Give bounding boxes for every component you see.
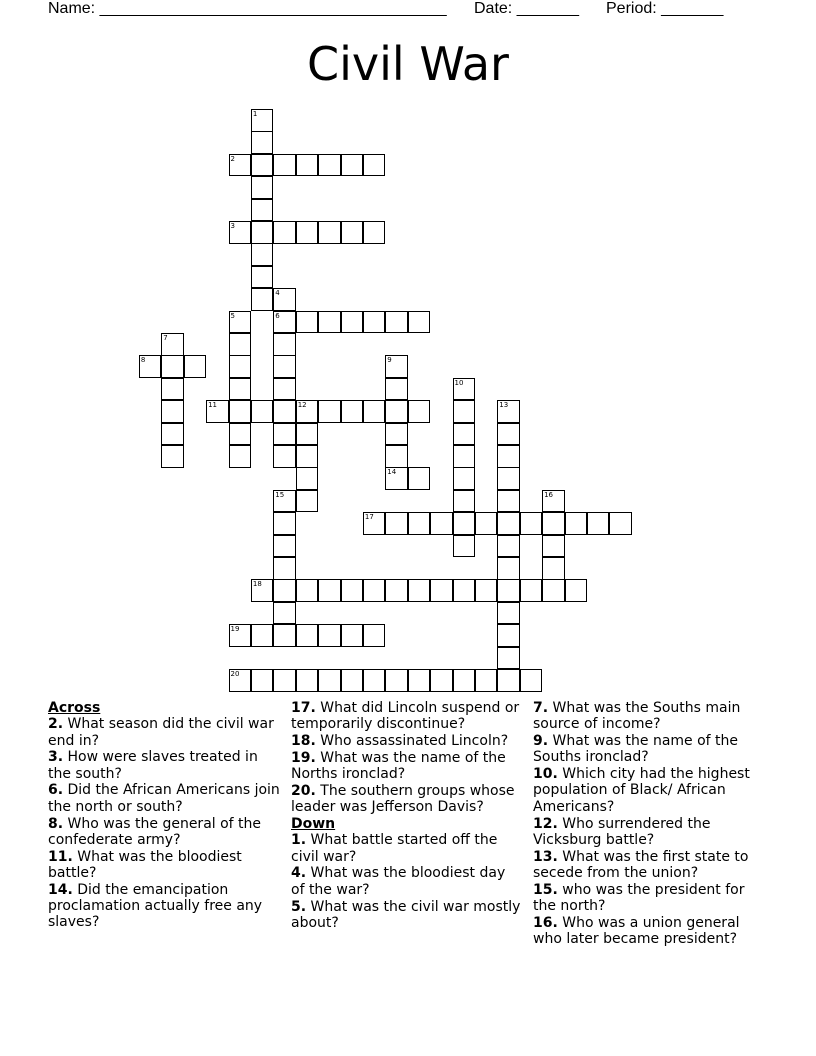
grid-cell[interactable] bbox=[453, 445, 476, 468]
grid-cell[interactable] bbox=[453, 579, 476, 602]
grid-cell[interactable] bbox=[206, 400, 229, 423]
date-field-label[interactable]: Date: _______ bbox=[474, 0, 579, 17]
grid-cell[interactable] bbox=[296, 400, 319, 423]
grid-cell[interactable] bbox=[385, 445, 408, 468]
clue-across-11: 11. What was the bloodiest battle? bbox=[48, 848, 242, 881]
clue-number: 7 bbox=[163, 334, 168, 342]
grid-cell[interactable] bbox=[385, 512, 408, 535]
grid-cell[interactable] bbox=[229, 378, 252, 401]
clue-across-17: 17. What did Lincoln suspend or temporarily discontinue? bbox=[291, 700, 520, 733]
grid-cell[interactable] bbox=[542, 512, 565, 535]
grid-cell[interactable] bbox=[363, 669, 386, 692]
grid-cell[interactable] bbox=[363, 154, 386, 177]
grid-cell[interactable] bbox=[273, 624, 296, 647]
clue-down-15: 15. who was the president for the north? bbox=[533, 881, 745, 915]
grid-cell[interactable] bbox=[251, 199, 274, 222]
grid-cell[interactable] bbox=[408, 579, 431, 602]
grid-cell[interactable] bbox=[587, 512, 610, 535]
grid-cell[interactable] bbox=[497, 512, 520, 535]
clue-column-1 bbox=[48, 700, 280, 931]
clue-number: 5 bbox=[230, 311, 235, 320]
clue-down-13: 13. What was the first state to secede from the union? bbox=[533, 848, 749, 881]
grid-cell[interactable] bbox=[273, 557, 296, 580]
grid-cell[interactable] bbox=[229, 221, 252, 244]
clue-number: 12 bbox=[297, 401, 307, 410]
grid-cell[interactable] bbox=[497, 467, 520, 490]
grid-cell[interactable] bbox=[229, 624, 252, 647]
grid-cell[interactable] bbox=[363, 221, 386, 244]
grid-cell[interactable] bbox=[273, 490, 296, 513]
period-field-label[interactable]: Period: _______ bbox=[606, 0, 724, 17]
clue-down-12: 12. Who surrendered the Vicksburg battle? bbox=[533, 815, 711, 848]
clue-down-9: 9. What was the name of the Souths ironclad? bbox=[533, 733, 739, 766]
grid-cell[interactable] bbox=[318, 154, 341, 177]
grid-cell[interactable] bbox=[475, 579, 498, 602]
grid-cell[interactable] bbox=[385, 579, 408, 602]
grid-cell[interactable] bbox=[229, 154, 252, 177]
grid-cell[interactable] bbox=[542, 579, 565, 602]
grid-cell[interactable] bbox=[341, 221, 364, 244]
grid-cell[interactable] bbox=[161, 333, 184, 356]
grid-cell[interactable] bbox=[273, 400, 296, 423]
grid-cell[interactable] bbox=[139, 355, 162, 378]
clue-number: 16 bbox=[544, 490, 554, 499]
grid-cell[interactable] bbox=[520, 579, 543, 602]
grid-cell[interactable] bbox=[161, 423, 184, 446]
grid-cell[interactable] bbox=[430, 669, 453, 692]
clue-number: 11 bbox=[208, 401, 218, 410]
clue-number: 20 bbox=[230, 670, 240, 678]
grid-cell[interactable] bbox=[542, 557, 565, 580]
grid-cell[interactable] bbox=[385, 423, 408, 446]
grid-cell[interactable] bbox=[229, 311, 252, 334]
grid-cell[interactable] bbox=[229, 400, 252, 423]
grid-cell[interactable] bbox=[251, 400, 274, 423]
clue-number: 4 bbox=[275, 289, 280, 298]
grid-cell[interactable] bbox=[318, 669, 341, 692]
grid-cell[interactable] bbox=[520, 669, 543, 692]
grid-cell[interactable] bbox=[251, 154, 274, 177]
grid-cell[interactable] bbox=[251, 579, 274, 602]
clue-number: 14 bbox=[387, 468, 397, 477]
grid-cell[interactable] bbox=[363, 624, 386, 647]
clue-across-19: 19. What was the name of the Norths ironclad? bbox=[291, 749, 506, 783]
grid-cell[interactable] bbox=[318, 400, 341, 423]
grid-cell[interactable] bbox=[318, 624, 341, 647]
grid-cell[interactable] bbox=[453, 535, 476, 558]
grid-cell[interactable] bbox=[453, 490, 476, 513]
grid-cell[interactable] bbox=[251, 624, 274, 647]
grid-cell[interactable] bbox=[385, 378, 408, 401]
grid-cell[interactable] bbox=[408, 669, 431, 692]
grid-cell[interactable] bbox=[273, 535, 296, 558]
grid-cell[interactable] bbox=[497, 647, 520, 670]
grid-cell[interactable] bbox=[453, 400, 476, 423]
grid-cell[interactable] bbox=[497, 423, 520, 446]
grid-cell[interactable] bbox=[296, 579, 319, 602]
grid-cell[interactable] bbox=[408, 512, 431, 535]
grid-cell[interactable] bbox=[251, 176, 274, 199]
grid-cell[interactable] bbox=[273, 311, 296, 334]
grid-cell[interactable] bbox=[542, 490, 565, 513]
grid-cell[interactable] bbox=[296, 423, 319, 446]
grid-cell[interactable] bbox=[497, 535, 520, 558]
grid-cell[interactable] bbox=[565, 512, 588, 535]
grid-cell[interactable] bbox=[251, 243, 274, 266]
clue-across-2: 2. What season did the civil war end in? bbox=[48, 716, 274, 749]
grid-cell[interactable] bbox=[273, 512, 296, 535]
clue-number: 3 bbox=[230, 222, 235, 230]
grid-cell[interactable] bbox=[565, 579, 588, 602]
grid-cell[interactable] bbox=[161, 355, 184, 378]
clue-down-4: 4. What was the bloodiest day of the war? bbox=[291, 865, 506, 898]
grid-cell[interactable] bbox=[475, 512, 498, 535]
clue-down-1: 1. What battle started off the civil war? bbox=[291, 832, 498, 865]
grid-cell[interactable] bbox=[363, 579, 386, 602]
grid-cell[interactable] bbox=[273, 669, 296, 692]
grid-cell[interactable] bbox=[341, 669, 364, 692]
grid-cell[interactable] bbox=[497, 579, 520, 602]
grid-cell[interactable] bbox=[453, 512, 476, 535]
grid-cell[interactable] bbox=[385, 355, 408, 378]
clue-number: 19 bbox=[230, 625, 240, 634]
grid-cell[interactable] bbox=[408, 467, 431, 490]
grid-cell[interactable] bbox=[341, 624, 364, 647]
grid-cell[interactable] bbox=[251, 266, 274, 289]
grid-cell[interactable] bbox=[296, 490, 319, 513]
clue-column-2 bbox=[291, 700, 523, 932]
grid-cell[interactable] bbox=[385, 467, 408, 490]
clue-down-16: 16. Who was a union general who later became president? bbox=[533, 914, 740, 948]
grid-cell[interactable] bbox=[296, 445, 319, 468]
down-heading: Down bbox=[291, 816, 336, 833]
grid-cell[interactable] bbox=[184, 355, 207, 378]
grid-cell[interactable] bbox=[318, 579, 341, 602]
grid-cell[interactable] bbox=[161, 378, 184, 401]
clue-across-18: 18. Who assassinated Lincoln? bbox=[291, 733, 509, 750]
grid-cell[interactable] bbox=[273, 378, 296, 401]
grid-cell[interactable] bbox=[453, 467, 476, 490]
grid-cell[interactable] bbox=[296, 311, 319, 334]
grid-cell[interactable] bbox=[497, 445, 520, 468]
clue-number: 17 bbox=[364, 513, 374, 522]
grid-cell[interactable] bbox=[497, 602, 520, 625]
grid-cell[interactable] bbox=[296, 154, 319, 177]
grid-cell[interactable] bbox=[363, 512, 386, 535]
clue-across-20: 20. The southern groups whose leader was Jefferson Davis? bbox=[291, 782, 515, 816]
grid-cell[interactable] bbox=[251, 109, 274, 132]
grid-cell[interactable] bbox=[341, 579, 364, 602]
clue-number: 13 bbox=[499, 401, 509, 410]
clue-down-10: 10. Which city had the highest population of Black/ African Americans? bbox=[533, 766, 750, 815]
grid-cell[interactable] bbox=[318, 221, 341, 244]
grid-cell[interactable] bbox=[296, 624, 319, 647]
page-title: Civil War bbox=[307, 37, 509, 91]
name-field-label[interactable]: Name: _______________________________________ bbox=[48, 0, 447, 17]
grid-cell[interactable] bbox=[318, 311, 341, 334]
clue-down-5: 5. What was the civil war mostly about? bbox=[291, 898, 521, 931]
clue-number: 8 bbox=[140, 356, 146, 365]
grid-cell[interactable] bbox=[363, 311, 386, 334]
clue-number: 2 bbox=[230, 154, 235, 163]
grid-cell[interactable] bbox=[497, 624, 520, 647]
grid-cell[interactable] bbox=[453, 669, 476, 692]
grid-cell[interactable] bbox=[341, 311, 364, 334]
across-heading: Across bbox=[48, 700, 101, 716]
grid-cell[interactable] bbox=[273, 355, 296, 378]
clue-across-8: 8. Who was the general of the confederate army? bbox=[48, 815, 262, 848]
grid-cell[interactable] bbox=[453, 423, 476, 446]
grid-cell[interactable] bbox=[385, 311, 408, 334]
grid-cell[interactable] bbox=[430, 579, 453, 602]
clue-column-3 bbox=[533, 700, 769, 948]
grid-cell[interactable] bbox=[273, 154, 296, 177]
grid-cell[interactable] bbox=[497, 490, 520, 513]
grid-cell[interactable] bbox=[229, 333, 252, 356]
clue-number: 18 bbox=[252, 580, 262, 589]
clue-number: 15 bbox=[275, 490, 285, 499]
grid-cell[interactable] bbox=[161, 445, 184, 468]
grid-cell[interactable] bbox=[273, 333, 296, 356]
grid-cell[interactable] bbox=[273, 221, 296, 244]
grid-cell[interactable] bbox=[385, 669, 408, 692]
clue-across-14: 14. Did the emancipation proclamation actually free any slaves? bbox=[48, 881, 263, 931]
grid-cell[interactable] bbox=[520, 512, 543, 535]
grid-cell[interactable] bbox=[273, 423, 296, 446]
clue-number: 1 bbox=[252, 110, 258, 118]
grid-cell[interactable] bbox=[497, 669, 520, 692]
clue-number: 6 bbox=[275, 311, 280, 320]
clue-down-7: 7. What was the Souths main source of income? bbox=[533, 700, 741, 733]
clue-across-6: 6. Did the African Americans join the north or south? bbox=[48, 782, 280, 815]
grid-cell[interactable] bbox=[497, 557, 520, 580]
grid-cell[interactable] bbox=[251, 131, 274, 154]
grid-cell[interactable] bbox=[296, 669, 319, 692]
grid-cell[interactable] bbox=[251, 221, 274, 244]
grid-cell[interactable] bbox=[229, 423, 252, 446]
grid-cell[interactable] bbox=[453, 378, 476, 401]
grid-cell[interactable] bbox=[229, 669, 252, 692]
grid-cell[interactable] bbox=[408, 311, 431, 334]
grid-cell[interactable] bbox=[609, 512, 632, 535]
grid-cell[interactable] bbox=[251, 669, 274, 692]
grid-cell[interactable] bbox=[296, 221, 319, 244]
grid-cell[interactable] bbox=[475, 669, 498, 692]
grid-cell[interactable] bbox=[341, 400, 364, 423]
grid-cell[interactable] bbox=[161, 400, 184, 423]
grid-cell[interactable] bbox=[542, 535, 565, 558]
grid-cell[interactable] bbox=[273, 602, 296, 625]
clue-number: 10 bbox=[454, 378, 464, 387]
grid-cell[interactable] bbox=[385, 400, 408, 423]
grid-cell[interactable] bbox=[229, 355, 252, 378]
grid-cell[interactable] bbox=[430, 512, 453, 535]
clue-number: 9 bbox=[387, 356, 392, 365]
grid-cell[interactable] bbox=[497, 400, 520, 423]
grid-cell[interactable] bbox=[273, 579, 296, 602]
grid-cell[interactable] bbox=[273, 288, 296, 311]
grid-cell[interactable] bbox=[363, 400, 386, 423]
grid-cell[interactable] bbox=[251, 288, 274, 311]
clue-across-3: 3. How were slaves treated in the south? bbox=[48, 749, 258, 782]
grid-cell[interactable] bbox=[296, 467, 319, 490]
grid-cell[interactable] bbox=[408, 400, 431, 423]
grid-cell[interactable] bbox=[273, 445, 296, 468]
grid-cell[interactable] bbox=[341, 154, 364, 177]
grid-cell[interactable] bbox=[229, 445, 252, 468]
